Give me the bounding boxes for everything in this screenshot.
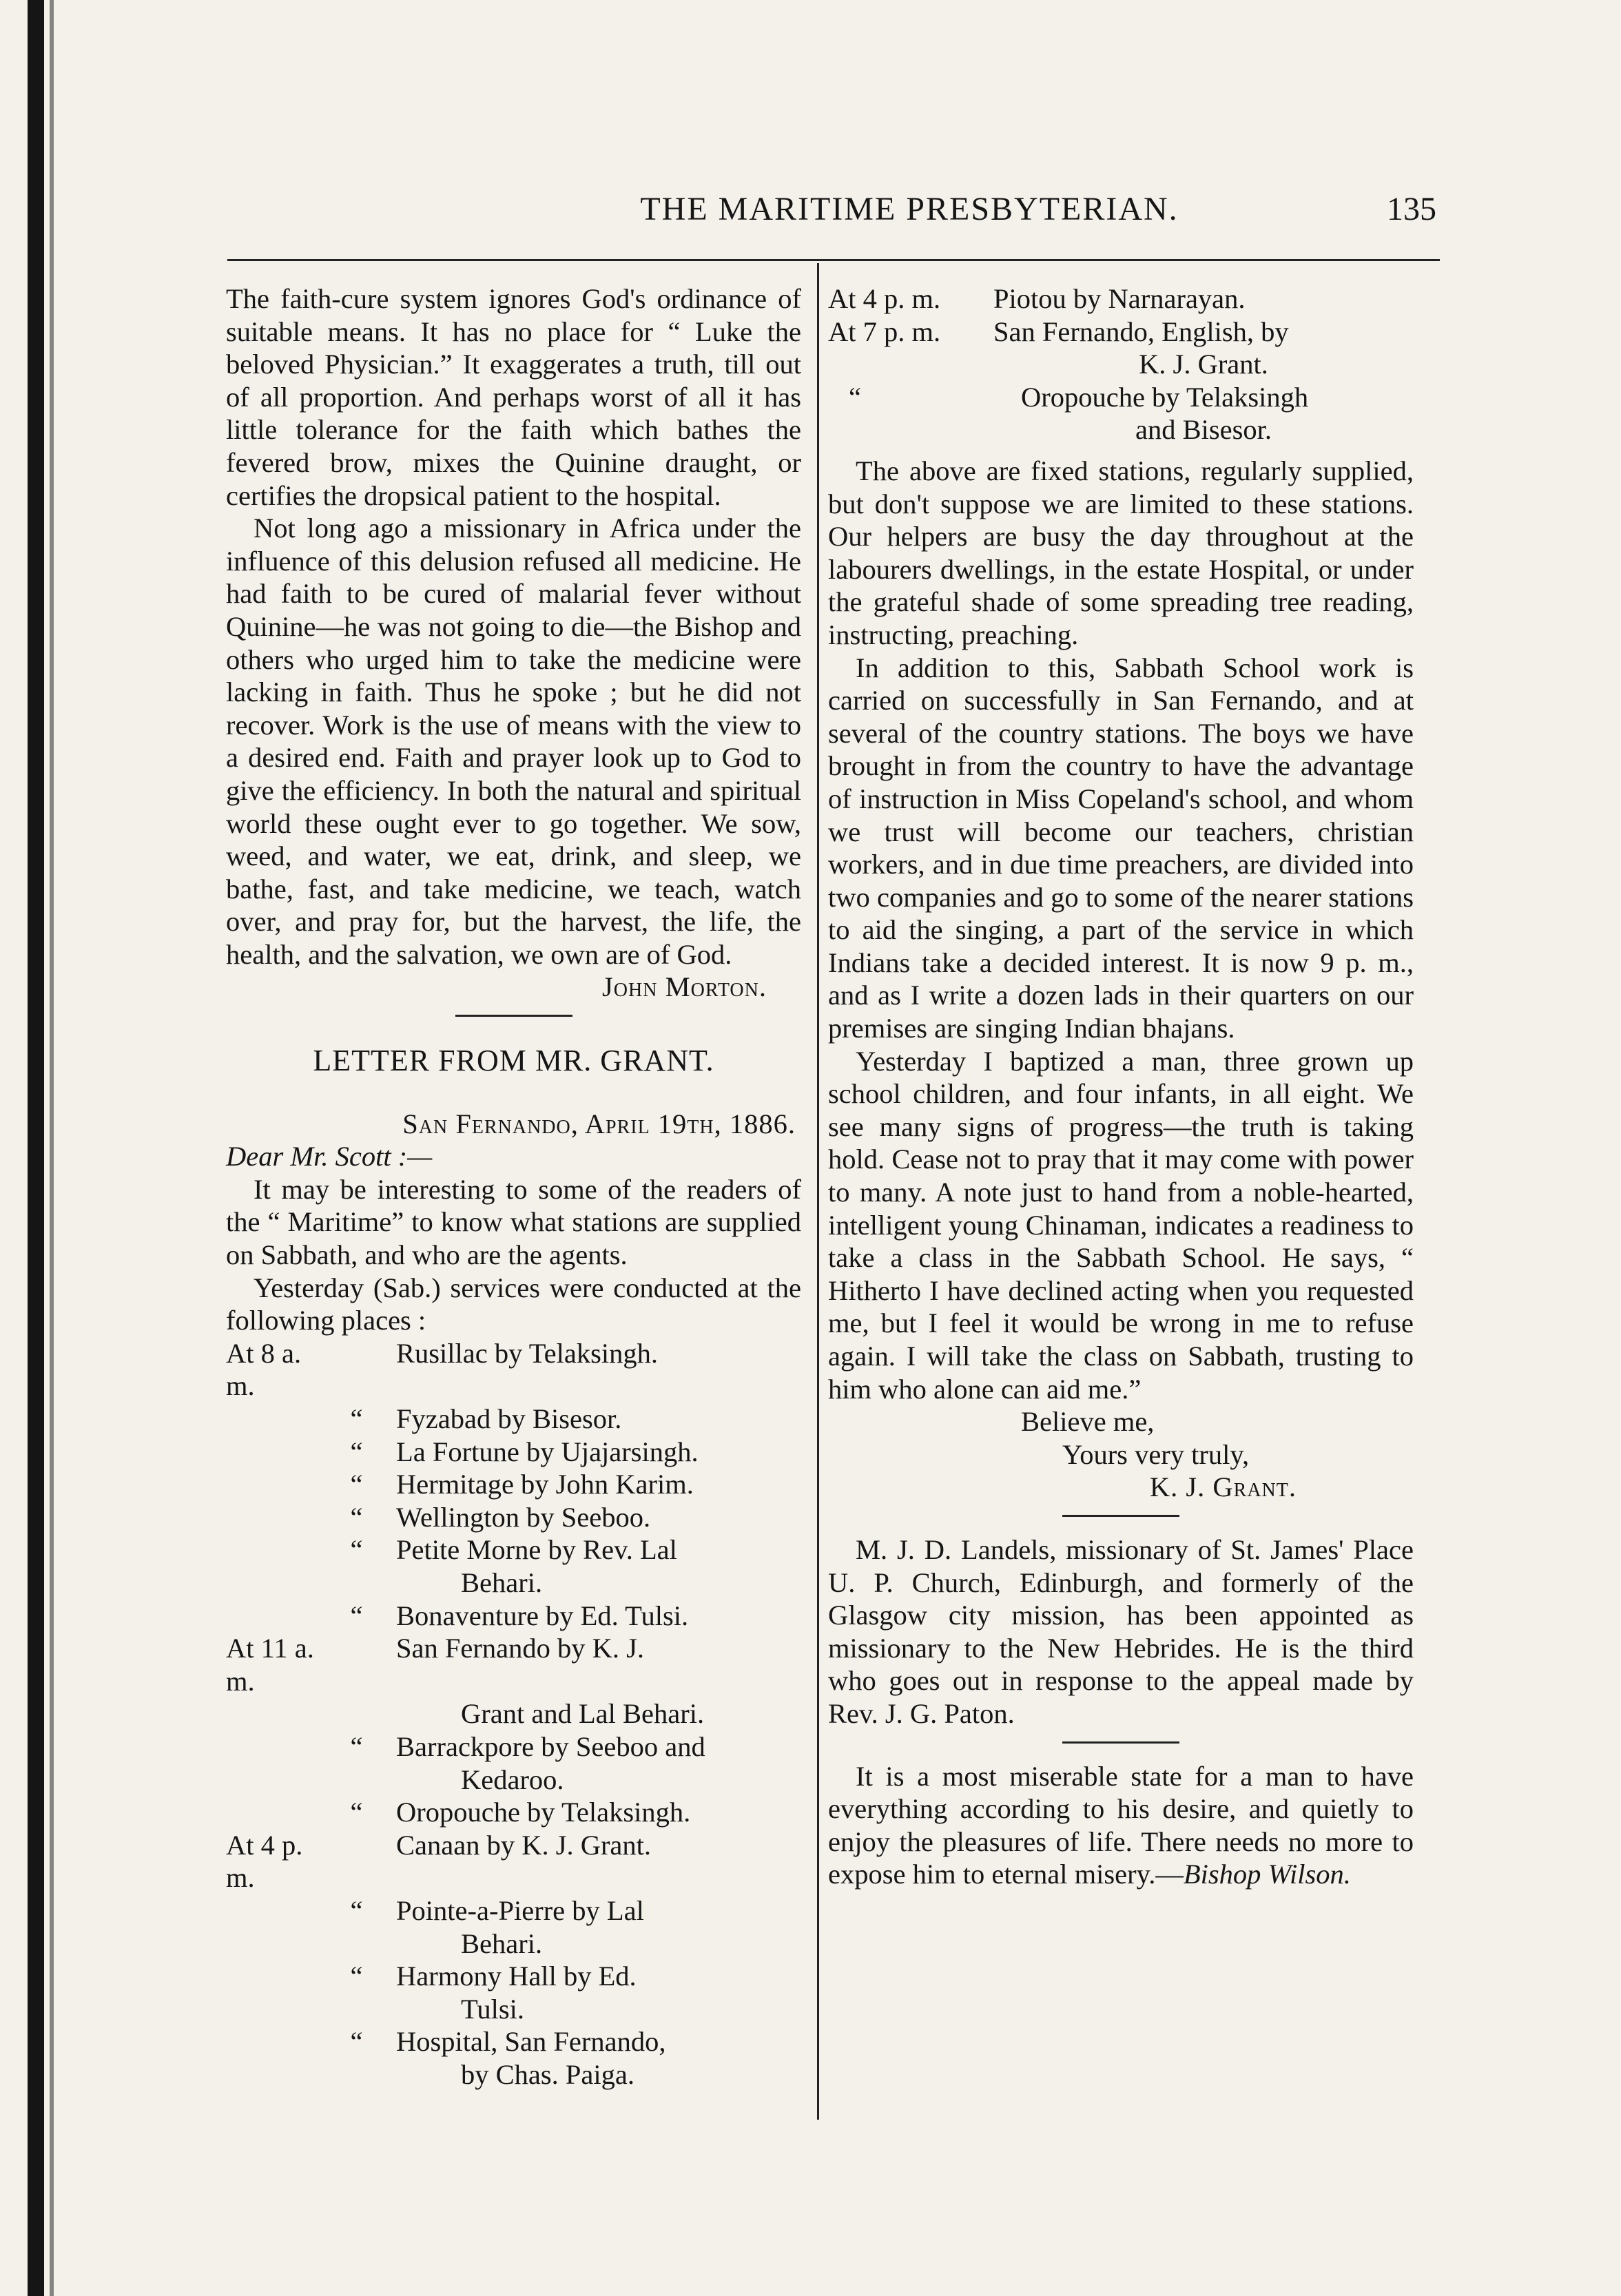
right-column bbox=[828, 282, 1414, 1891]
column-rule bbox=[817, 263, 819, 2120]
ditto-mark: “ bbox=[350, 2026, 363, 2058]
letter-dateline: San Fernando, April 19th, 1886. bbox=[402, 1108, 796, 1139]
service-place: Rusillac by Telaksingh. bbox=[396, 1337, 659, 1369]
service-place: Bonaventure by Ed. Tulsi. bbox=[396, 1600, 689, 1631]
ditto-mark: “ bbox=[849, 381, 861, 413]
service-place: San Fernando by K. J. bbox=[396, 1633, 644, 1664]
ditto-mark: “ bbox=[350, 1797, 363, 1828]
section-rule bbox=[1062, 1741, 1179, 1744]
service-list bbox=[226, 1337, 801, 2091]
ditto-mark: “ bbox=[350, 1894, 363, 1926]
paragraph: Not long ago a missionary in Africa under the influence of this delusion refused all medicine. He had faith to be cured of malarial fever without Quinine—he was not going to die—the Bishop and others who urged him to take the medicine were lacking in faith. Thus he spoke ; but he did not recover. Work is the use of means with the view to a desired end. Faith and prayer look up to God to give the efficiency. In both the natural and spiritual world these ought ever to go together. We sow, weed, and water, we eat, drink, and sleep, we bathe, fast, and take medicine, we teach, watch over, and pray for, but the harvest, the life, the health, and the salvation, we own are of God. bbox=[226, 513, 801, 970]
section-rule bbox=[455, 1015, 572, 1017]
service-place: Piotou by Narnarayan. bbox=[993, 283, 1246, 314]
binding-edge bbox=[28, 0, 44, 2296]
article-signature: John Morton. bbox=[602, 971, 767, 1003]
service-place-cont: Behari. bbox=[461, 1927, 543, 1959]
service-place: Hermitage by John Karim. bbox=[396, 1469, 694, 1500]
left-column bbox=[226, 282, 801, 2091]
section-rule bbox=[1062, 1515, 1179, 1517]
ditto-mark: “ bbox=[350, 1403, 363, 1434]
news-item: M. J. D. Landels, missionary of St. James' Place U. P. Church, Edinburgh, and formerly of the Glasgow city mission, has been appointed as missionary to the New Hebrides. He is the third who goes out in response to the appeal made by Rev. J. G. Paton. bbox=[828, 1533, 1414, 1729]
paragraph: In addition to this, Sabbath School work is carried on successfully in San Fernando, and at several of the country stations. The boys we have brought in from the country to have the advantage of instruction in Miss Copeland's school, and whom we trust will become our teachers, christian workers, and in due time preachers, are divided into two companies and go to some of the nearer stations to aid the singing, a part of the service in which Indians take a decided interest. It is now 9 p. m., and as I write a dozen lads in their quarters on our premises are singing Indian bhajans. bbox=[828, 652, 1414, 1044]
service-time: At 11 a. m. bbox=[226, 1633, 314, 1697]
paragraph: Yesterday (Sab.) services were conducted at the following places : bbox=[226, 1272, 801, 1336]
ditto-mark: “ bbox=[350, 1436, 363, 1467]
closing-line: Believe me, bbox=[1021, 1406, 1155, 1438]
service-place-cont: and Bisesor. bbox=[1135, 414, 1272, 446]
page-number: 135 bbox=[1387, 191, 1436, 227]
service-place: Pointe-a-Pierre by Lal bbox=[396, 1894, 644, 1926]
service-place: La Fortune by Ujajarsingh. bbox=[396, 1436, 699, 1467]
service-place: Canaan by K. J. Grant. bbox=[396, 1829, 652, 1861]
paragraph: Yesterday I baptized a man, three grown up school children, and four infants, in all eight. We see many signs of progress—the truth is taking hold. Cease not to pray that it may come with power to many. A note just to hand from a noble-hearted, intelligent young Chinaman, indicates a readiness to take a class in the Sabbath School. He says, “ Hitherto I have declined acting when you requested me, but I feel it would be wrong in me to refuse again. I will take the class on Sabbath, trusting to him who alone can aid me.” bbox=[828, 1045, 1414, 1405]
ditto-mark: “ bbox=[350, 1961, 363, 1992]
service-place-cont: Grant and Lal Behari. bbox=[461, 1698, 705, 1730]
service-place: San Fernando, English, by bbox=[993, 316, 1289, 347]
paragraph: It may be interesting to some of the readers of the “ Maritime” to know what stations are supplied on Sabbath, and who are the agents. bbox=[226, 1173, 801, 1271]
letter-salutation: Dear Mr. Scott :— bbox=[226, 1141, 433, 1172]
service-place: Hospital, San Fernando, bbox=[396, 2026, 666, 2058]
service-place-cont: Tulsi. bbox=[461, 1993, 524, 2025]
ditto-mark: “ bbox=[350, 1501, 363, 1533]
quotation-text: It is a most miserable state for a man to have everything according to his desire, and quietly to enjoy the pleasures of life. There needs no more to expose him to eternal misery.— bbox=[828, 1760, 1414, 1890]
ditto-mark: “ bbox=[350, 1730, 363, 1762]
service-time: At 4 p. m. bbox=[828, 283, 941, 314]
service-time: At 8 a. m. bbox=[226, 1337, 302, 1402]
service-place-cont: K. J. Grant. bbox=[1139, 349, 1268, 380]
quotation-author: Bishop Wilson. bbox=[1183, 1859, 1351, 1890]
letter-signature: K. J. Grant. bbox=[1149, 1471, 1297, 1503]
service-place-cont: Kedaroo. bbox=[461, 1764, 564, 1795]
service-list-continued bbox=[828, 282, 1414, 446]
service-place: Fyzabad by Bisesor. bbox=[396, 1403, 622, 1434]
paragraph: The faith-cure system ignores God's ordinance of suitable means. It has no place for “ Luke the beloved Physician.” It exaggerates a truth, till out of all proportion. And perhaps worst of all it has little tolerance for the faith which bathes the fevered brow, mixes the Quinine draught, or certifies the dropsical patient to the hospital. bbox=[226, 283, 801, 511]
running-head bbox=[482, 190, 1436, 238]
service-place: Wellington by Seeboo. bbox=[396, 1501, 651, 1533]
ditto-mark: “ bbox=[350, 1534, 363, 1566]
quotation bbox=[828, 1760, 1414, 1891]
service-place: Oropouche by Telaksingh bbox=[1021, 381, 1309, 413]
service-place: Barrackpore by Seeboo and bbox=[396, 1730, 705, 1762]
header-rule bbox=[227, 259, 1440, 261]
closing-line: Yours very truly, bbox=[1062, 1438, 1250, 1470]
ditto-mark: “ bbox=[350, 1469, 363, 1500]
ditto-mark: “ bbox=[350, 1600, 363, 1631]
service-time: At 4 p. m. bbox=[226, 1829, 303, 1894]
journal-title: THE MARITIME PRESBYTERIAN. bbox=[640, 191, 1179, 227]
binding-shadow bbox=[50, 0, 54, 2296]
paragraph: The above are fixed stations, regularly supplied, but don't suppose we are limited to these stations. Our helpers are busy the day throughout at the labourers dwellings, in the estate Hospital, or under the grateful shade of some spreading tree reading, instructing, preaching. bbox=[828, 455, 1414, 650]
service-place: Harmony Hall by Ed. bbox=[396, 1961, 637, 1992]
service-place-cont: Behari. bbox=[461, 1566, 543, 1598]
service-place: Petite Morne by Rev. Lal bbox=[396, 1534, 677, 1566]
letter-heading: LETTER FROM MR. GRANT. bbox=[313, 1044, 714, 1078]
service-place-cont: by Chas. Paiga. bbox=[461, 2058, 634, 2090]
service-place: Oropouche by Telaksingh. bbox=[396, 1797, 691, 1828]
service-time: At 7 p. m. bbox=[828, 316, 941, 347]
